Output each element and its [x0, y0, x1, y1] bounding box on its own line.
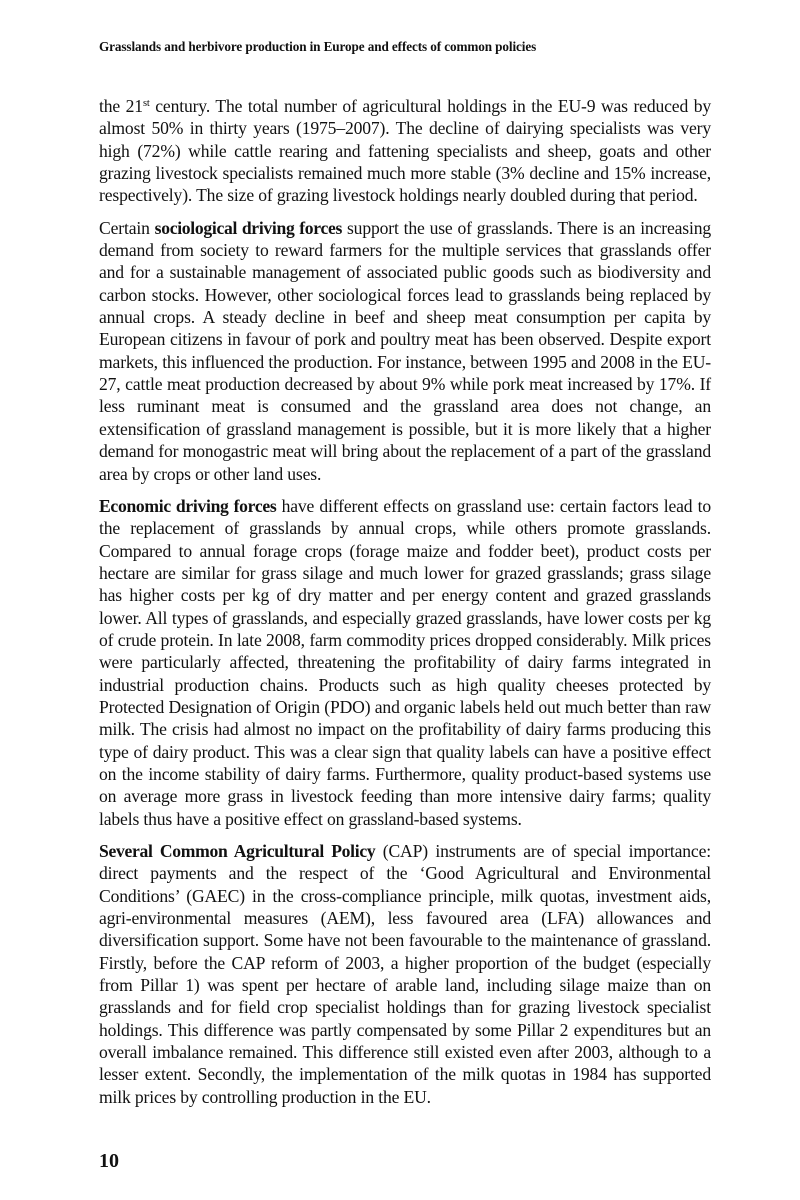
paragraph-text: have different effects on grassland use: certain factors lead to the replacement of grasslands by annual crops, while others promote grasslands. Compared to annual forage crops (forage maize and fodder beet), product costs per hectare are similar for grass silage and much lower for grazed grasslands; grass silage has higher costs per kg of dry matter and per energy content and grazed grasslands lower. All types of grasslands, and especially grazed grasslands, have lower costs per kg of crude protein. In late 2008, farm commodity prices dropped considerably. Milk prices were particularly affected, threatening the profitability of dairy farms integrated in industrial production chains. Products such as high quality cheeses protected by Protected Designation of Origin (PDO) and organic labels held out much better than raw milk. The crisis had almost no impact on the profitability of dairy farms producing this type of dairy product. This was a clear sign that quality labels can have a positive effect on the income stability of dairy farms. Furthermore, quality product-based systems use on average more grass in livestock feeding than more intensive dairy farms; quality labels thus have a positive effect on grassland-based systems. [99, 495, 711, 829]
paragraph-text: (CAP) instruments are of special importance: direct payments and the respect of the ‘Good Agricultural and Environmental Conditions’ (GAEC) in the cross-compliance principle, milk quotas, investment aids, agri-environmental measures (AEM), less favoured area (LFA) allowances and diversification support. Some have not been favourable to the maintenance of grassland. Firstly, before the CAP reform of 2003, a higher proportion of the budget (especially from Pillar 1) was spent per hectare of arable land, including silage maize than on grasslands and for field crop specialist holdings than for grazing livestock specialist holdings. This difference was partly compensated by some Pillar 2 expenditures but an overall imbalance remained. This difference still existed even after 2003, although to a lesser extent. Secondly, the implementation of the milk quotas in 1984 has supported milk prices by controlling production in the EU. [99, 841, 711, 1107]
paragraph-cap-instruments [99, 840, 711, 1108]
paragraph-bold-term: Several Common Agricultural Policy [99, 841, 376, 861]
page-number: 10 [99, 1150, 119, 1172]
paragraph-economic-forces [99, 495, 711, 830]
paragraph-lead: the 21 [99, 96, 143, 116]
body-text [99, 95, 711, 1118]
ordinal-superscript: st [142, 98, 150, 109]
paragraph-lead: Certain [99, 217, 155, 238]
paragraph-holdings-decline [99, 95, 711, 207]
paragraph-bold-term: sociological driving forces [154, 217, 343, 238]
paragraph-text: century. The total number of agricultural holdings in the EU-9 was reduced by almost 50% in thirty years (1975–2007). The decline of dairying specialists was very high (72%) while cattle rearing and fattening specialists and sheep, goats and other grazing livestock specialists remained much more stable (3% decline and 15% increase, respectively). The size of grazing livestock holdings nearly doubled during that period. [99, 96, 711, 206]
paragraph-text: support the use of grasslands. There is an increasing demand from society to reward farmers for the multiple services that grasslands offer and for a sustainable management of associated public goods such as biodiversity and carbon stocks. However, other sociological forces lead to grasslands being replaced by annual crops. A steady decline in beef and sheep meat consumption per capita by European citizens in favour of pork and poultry meat has been observed. Despite export markets, this influenced the production. For instance, between 1995 and 2008 in the EU-27, cattle meat production decreased by about 9% while pork meat increased by 17%. If less ruminant meat is consumed and the grassland area does not change, an extensification of grassland management is possible, but it is more likely that a higher demand for monogastric meat will bring about the replacement of a part of the grassland area by crops or other land uses. [99, 217, 711, 484]
running-header: Grasslands and herbivore production in Europe and effects of common policies [99, 39, 537, 54]
paragraph-bold-term: Economic driving forces [99, 495, 277, 516]
paragraph-sociological-forces [99, 217, 711, 485]
